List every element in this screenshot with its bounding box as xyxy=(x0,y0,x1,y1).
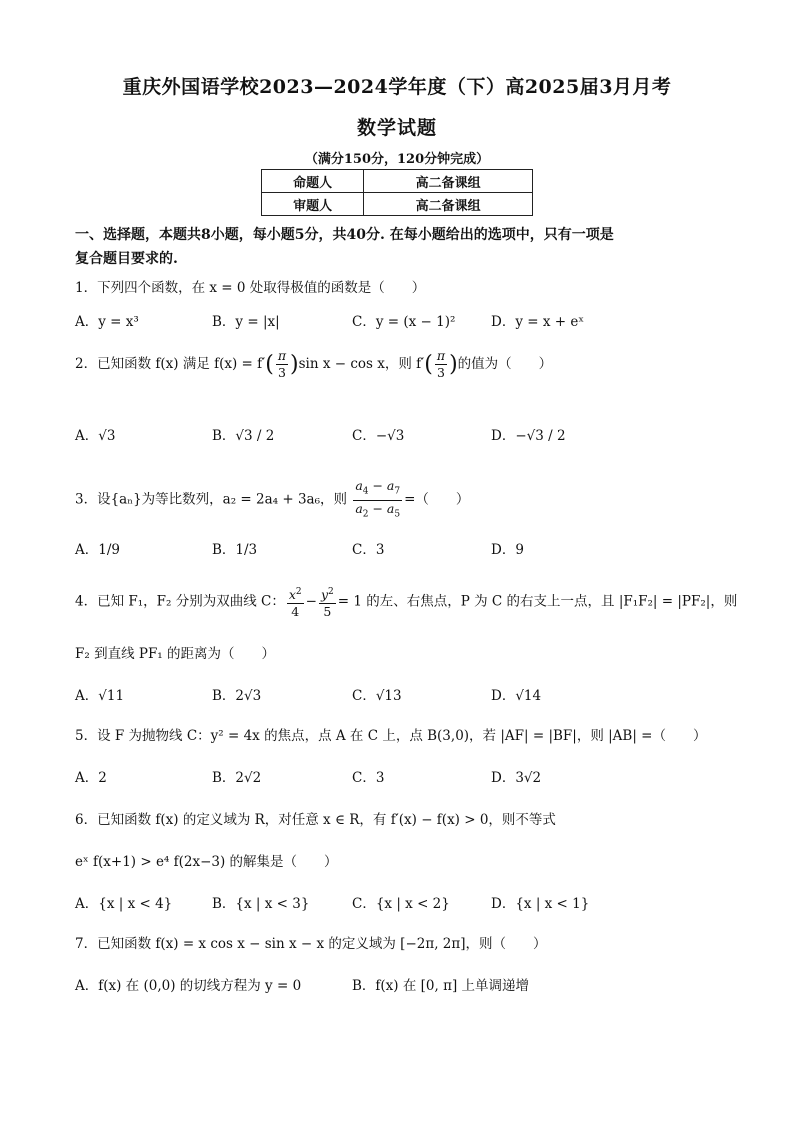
question-3-stem xyxy=(75,478,469,522)
table-row xyxy=(262,193,533,216)
pi-over-3-fraction: $\frac{\pi}{3}$ xyxy=(277,348,287,380)
q6-option-a: A．{x | x < 4} xyxy=(75,896,173,912)
q2-option-b: B．√3 / 2 xyxy=(212,428,275,444)
q3-option-b: B．1/3 xyxy=(212,542,258,558)
q1-option-c: C．y = (x − 1)² xyxy=(352,314,456,330)
q1-option-d: D．y = x + eˣ xyxy=(491,314,585,330)
q5-option-c: C．3 xyxy=(352,770,385,786)
q5-option-a: A．2 xyxy=(75,770,107,786)
q3-fraction: $\frac{a_4 - a_7}{a_2 - a_5}$ xyxy=(355,478,401,519)
q4-option-b: B．2√3 xyxy=(212,688,262,704)
question-2-stem: 2．已知函数 f(x) 满足 f(x) = f′( $\frac{\pi}{3}$ )sin x − cos x，则 f′( $\frac{\pi}{3}$ )的值为（ ） xyxy=(75,348,553,380)
pi-over-3-fraction: $\frac{\pi}{3}$ xyxy=(436,348,446,380)
q2-stem-part: 2．已知函数 f(x) 满足 f(x) = f′ xyxy=(75,356,266,372)
q1-option-b: B．y = |x| xyxy=(212,314,280,330)
q6-option-d: D．{x | x < 1} xyxy=(491,896,590,912)
q3-option-c: C．3 xyxy=(352,542,385,558)
author-table xyxy=(261,169,533,216)
q2-stem-part: 的值为（ ） xyxy=(457,356,553,372)
q7-option-a: A．f(x) 在 (0,0) 的切线方程为 y = 0 xyxy=(75,978,302,994)
exam-title: 重庆外国语学校2023—2024学年度（下）高2025届3月月考 xyxy=(122,76,672,98)
q3-stem-part: 3．设{aₙ}为等比数列，a₂ = 2a₄ + 3a₆，则 xyxy=(75,491,348,508)
question-6-stem-cont: eˣ f(x+1) > e⁴ f(2x−3) 的解集是（ ） xyxy=(75,854,338,870)
author-name: 高二备课组 xyxy=(364,193,533,216)
q5-option-b: B．2√2 xyxy=(212,770,262,786)
q7-option-b: B．f(x) 在 [0, π] 上单调递增 xyxy=(352,978,530,994)
q2-option-a: A．√3 xyxy=(75,428,116,444)
author-role: 审题人 xyxy=(262,193,364,216)
q5-option-d: D．3√2 xyxy=(491,770,542,786)
question-5-stem: 5．设 F 为抛物线 C：y² = 4x 的焦点，点 A 在 C 上，点 B(3,0)，若 |AF| = |BF|，则 |AB| =（ ） xyxy=(75,728,707,744)
q4-option-a: A．√11 xyxy=(75,688,125,704)
q6-option-c: C．{x | x < 2} xyxy=(352,896,450,912)
q2-option-d: D．−√3 / 2 xyxy=(491,428,566,444)
question-7-stem: 7．已知函数 f(x) = x cos x − sin x − x 的定义域为 [−2π, 2π]，则（ ） xyxy=(75,936,547,952)
q2-stem-part: sin x − cos x，则 f′ xyxy=(298,356,425,372)
q3-option-a: A．1/9 xyxy=(75,542,120,558)
table-row xyxy=(262,170,533,193)
q3-stem-part: =（ ） xyxy=(404,491,470,508)
section-heading-cont: 复合题目要求的. xyxy=(75,251,178,267)
q4-option-c: C．√13 xyxy=(352,688,402,704)
hyperbola-y-term: $\frac{y^2}{5}$ xyxy=(319,584,336,620)
q1-option-a: A．y = x³ xyxy=(75,314,139,330)
exam-note: （满分150分，120分钟完成） xyxy=(304,152,490,167)
author-name: 高二备课组 xyxy=(364,170,533,193)
q4-stem-part: = 1 的左、右焦点，P 为 C 的右支上一点，且 |F₁F₂| = |PF₂|，则 xyxy=(337,593,738,610)
q4-stem-part: 4．已知 F₁，F₂ 分别为双曲线 C： xyxy=(75,593,285,610)
question-6-stem: 6．已知函数 f(x) 的定义域为 R，对任意 x ∈ R，有 f′(x) − f(x) > 0，则不等式 xyxy=(75,812,556,828)
q2-option-c: C．−√3 xyxy=(352,428,405,444)
q3-option-d: D．9 xyxy=(491,542,524,558)
question-4-stem-cont: F₂ 到直线 PF₁ 的距离为（ ） xyxy=(75,646,276,662)
section-heading: 一、选择题，本题共8小题，每小题5分，共40分. 在每小题给出的选项中，只有一项是 xyxy=(75,227,614,243)
question-1-stem: 1．下列四个函数，在 x = 0 处取得极值的函数是（ ） xyxy=(75,280,426,296)
question-4-stem: 4．已知 F₁，F₂ 分别为双曲线 C： $\frac{x^2}{4}$ − $\frac{y^2}{5}$ = 1 的左、右焦点，P 为 C 的右支上一点，且 |F₁F₂| = |PF₂|，则 xyxy=(75,584,737,620)
q4-option-d: D．√14 xyxy=(491,688,542,704)
exam-subtitle: 数学试题 xyxy=(356,117,437,139)
author-role: 命题人 xyxy=(262,170,364,193)
hyperbola-x-term: $\frac{x^2}{4}$ xyxy=(287,584,304,620)
q6-option-b: B．{x | x < 3} xyxy=(212,896,310,912)
